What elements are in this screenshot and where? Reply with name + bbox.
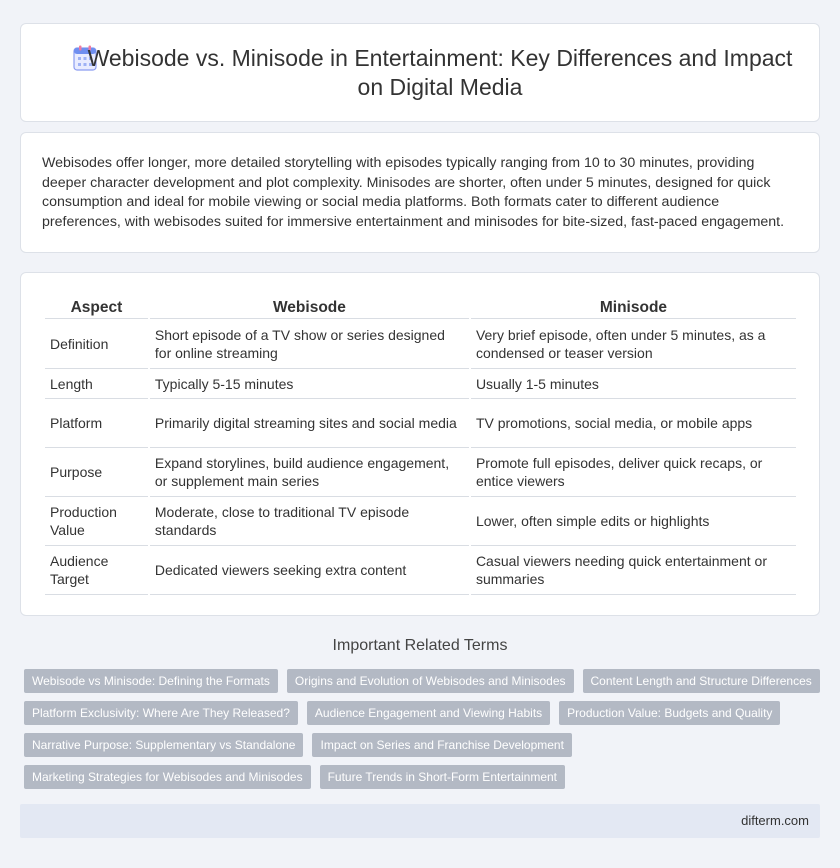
table-row	[45, 399, 796, 448]
related-term-tag[interactable]: Audience Engagement and Viewing Habits	[307, 701, 550, 725]
intro-card	[20, 132, 820, 253]
cell-aspect: Length	[45, 369, 148, 399]
related-term-tag[interactable]: Production Value: Budgets and Quality	[559, 701, 780, 725]
cell-aspect: Platform	[45, 399, 148, 448]
cell-minisode: Casual viewers needing quick entertainment or summaries	[471, 546, 796, 595]
table-row	[45, 448, 796, 497]
related-term-tag[interactable]: Future Trends in Short-Form Entertainment	[320, 765, 565, 789]
cell-aspect: Definition	[45, 319, 148, 369]
table-row	[45, 369, 796, 399]
cell-webisode: Moderate, close to traditional TV episode standards	[150, 497, 469, 546]
table-header-row	[45, 293, 796, 319]
footer-site-link[interactable]: difterm.com	[741, 813, 809, 828]
footer	[20, 804, 820, 838]
cell-webisode: Expand storylines, build audience engagement, or supplement main series	[150, 448, 469, 497]
related-term-tag[interactable]: Origins and Evolution of Webisodes and Minisodes	[287, 669, 574, 693]
related-terms-title: Important Related Terms	[332, 637, 508, 654]
page-title: Webisode vs. Minisode in Entertainment: Key Differences and Impact on Digital Media	[87, 45, 793, 100]
cell-minisode: Usually 1-5 minutes	[471, 369, 796, 399]
cell-aspect: Purpose	[45, 448, 148, 497]
cell-minisode: TV promotions, social media, or mobile apps	[471, 399, 796, 448]
related-terms-list	[24, 669, 824, 797]
cell-aspect: Production Value	[45, 497, 148, 546]
table-row	[45, 546, 796, 595]
comparison-table	[43, 293, 798, 595]
cell-webisode: Primarily digital streaming sites and social media	[150, 399, 469, 448]
related-term-tag[interactable]: Webisode vs Minisode: Defining the Formats	[24, 669, 278, 693]
title-card	[20, 23, 820, 122]
table-row	[45, 497, 796, 546]
related-term-tag[interactable]: Marketing Strategies for Webisodes and Minisodes	[24, 765, 311, 789]
header-aspect: Aspect	[45, 293, 148, 319]
cell-webisode: Typically 5-15 minutes	[150, 369, 469, 399]
related-term-tag[interactable]: Content Length and Structure Differences	[583, 669, 820, 693]
cell-aspect: Audience Target	[45, 546, 148, 595]
comparison-card	[20, 272, 820, 616]
header-webisode: Webisode	[150, 293, 469, 319]
related-term-tag[interactable]: Impact on Series and Franchise Development	[312, 733, 571, 757]
related-term-tag[interactable]: Narrative Purpose: Supplementary vs Standalone	[24, 733, 303, 757]
related-term-tag[interactable]: Platform Exclusivity: Where Are They Released?	[24, 701, 298, 725]
cell-minisode: Lower, often simple edits or highlights	[471, 497, 796, 546]
cell-minisode: Very brief episode, often under 5 minutes, as a condensed or teaser version	[471, 319, 796, 369]
cell-minisode: Promote full episodes, deliver quick recaps, or entice viewers	[471, 448, 796, 497]
table-row	[45, 319, 796, 369]
intro-paragraph: Webisodes offer longer, more detailed storytelling with episodes typically ranging from 10 to 30 minutes, providing deeper character development and plot complexity. Minisodes are shorter, often under 5 minutes, designed for quick consumption and ideal for mobile viewing or social media platforms. Both formats cater to different audience preferences, with webisodes suited for immersive entertainment and minisodes for bite-sized, fast-paced engagement.	[42, 155, 785, 230]
cell-webisode: Dedicated viewers seeking extra content	[150, 546, 469, 595]
header-minisode: Minisode	[471, 293, 796, 319]
cell-webisode: Short episode of a TV show or series designed for online streaming	[150, 319, 469, 369]
